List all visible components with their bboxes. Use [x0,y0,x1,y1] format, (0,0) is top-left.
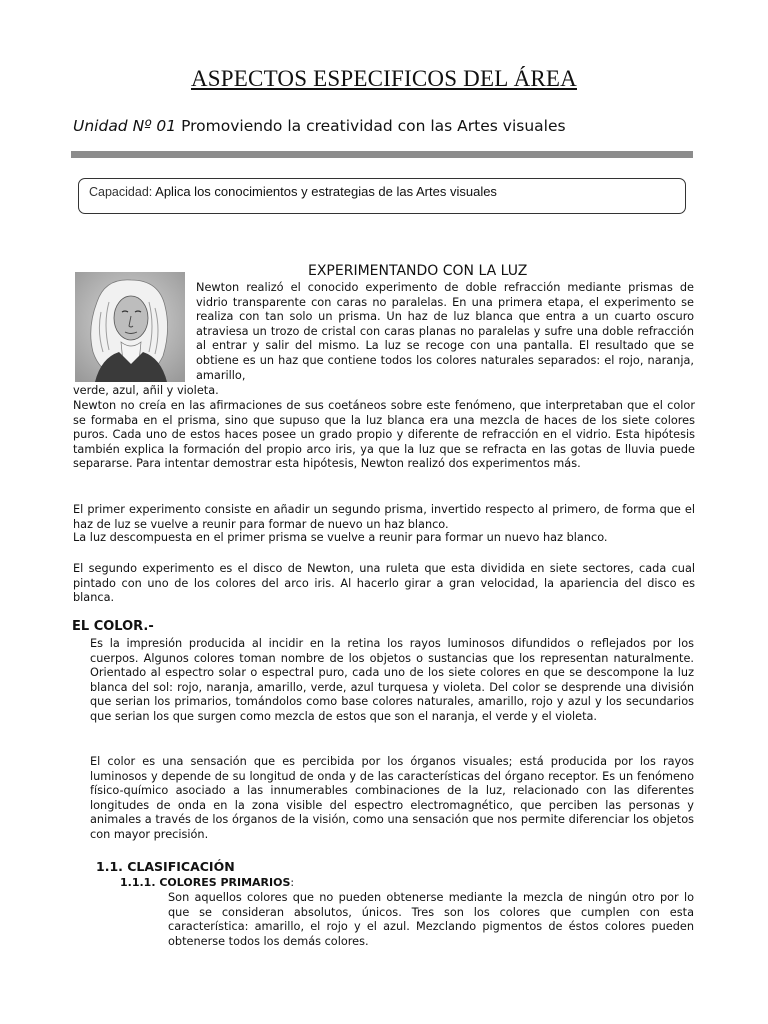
header-rule [71,151,693,158]
paragraph-primary-colors: Son aquellos colores que no pueden obtenerse mediante la mezcla de ningún otro por lo que se consideran absolutos, únicos. Tres son los colores que cumplen con esta característica: amarillo, el rojo y el azul. Mezclando pigmentos de éstos colores pueden obtenerse todos los demás colores. [168,891,694,948]
paragraph-newton-hypothesis: Newton no creía en las afirmaciones de sus coetáneos sobre este fenómeno, que interpretaban que el color se formaba en el prisma, sino que supuso que la luz blanca era una mezcla de haces de los siete colores puros. Cada uno de estos haces posee un grado propio y diferente de refracción en el vidrio. Esta hipótesis también explica la formación del propio arco iris, ya que la luz que se refracta en las gotas de lluvia puede separarse. Para intentar demostrar esta hipótesis, Newton realizó dos experimentos más. [73,399,695,471]
newton-intro-paragraph: Newton realizó el conocido experimento de doble refracción mediante prismas de vidrio transparente con caras no paralelas. En una primera etapa, el experimento se realiza con tan solo un prisma. Un haz de luz blanca que entra a un cuarto oscuro atraviesa un trozo de cristal con caras planas no paralelas y sufre una doble refracción al entrar y salir del mismo. La luz se recoge con una pantalla. El resultado que se obtiene es un haz que contiene todos los colores naturales separados: el rojo, naranja, amarillo, [196,281,694,382]
newton-portrait-image [75,272,185,382]
unit-label: Unidad Nº 01 [73,117,177,135]
unit-title: Promoviendo la creatividad con las Artes visuales [181,117,566,135]
capacity-box [78,178,686,214]
paragraph-first-experiment: El primer experimento consiste en añadir un segundo prisma, invertido respecto al primero, de forma que el haz de luz se vuelve a reunir para formar de nuevo un haz blanco. [73,503,695,531]
paragraph-newton-disc: El segundo experimento es el disco de Newton, una ruleta que esta dividida en siete sectores, cada cual pintado con uno de los colores del arco iris. Al hacerlo girar a gran velocidad, la apariencia del disco es blanca. [73,562,695,605]
classification-heading: 1.1. CLASIFICACIÓN [96,859,235,874]
section-title: EXPERIMENTANDO CON LA LUZ [308,263,528,279]
primary-colors-heading-text: 1.1.1. COLORES PRIMARIOS [120,876,291,889]
paragraph-color-sensation: El color es una sensación que es percibida por los órganos visuales; está producida por los rayos luminosos y depende de su longitud de onda y de las características del órgano receptor. Es un fenómeno físico-químico asociado a las innumerables combinaciones de la luz, relacionado con las diferentes longitudes de onda en la zona visible del espectro electromagnético, que perciben las personas y animales a través de los órganos de la visión, como una sensación que nos permite diferenciar los objetos con mayor precisión. [90,755,694,841]
paragraph-color-definition: Es la impresión producida al incidir en la retina los rayos luminosos difundidos o reflejados por los cuerpos. Algunos colores toman nombre de los objetos o sustancias que los representan naturalmente. Orientado al espectro solar o espectral puro, cada uno de los siete colores en que se descompone la luz blanca del sol: rojo, naranja, amarillo, verde, azul turquesa y violeta. Del color se desprende una división que serian los primarios, tomándolos como base colores naturales, amarillo, rojo y azul y los secundarios que serian los que surgen como mezcla de estos que son el naranja, el verde y el violeta. [90,637,694,723]
paragraph-recombined-light: La luz descompuesta en el primer prisma se vuelve a reunir para formar un nuevo haz blanco. [73,531,608,544]
unit-line [73,117,566,135]
primary-colors-heading-colon: : [290,876,295,889]
color-heading: EL COLOR.- [72,619,154,634]
newton-intro-paragraph-tail: verde, azul, añil y violeta. [73,384,219,397]
page-title: ASPECTOS ESPECIFICOS DEL ÁREA [190,66,577,91]
capacity-text: Aplica los conocimientos y estrategias de las Artes visuales [155,184,497,199]
primary-colors-heading [120,876,294,889]
capacity-label: Capacidad: [89,185,153,199]
